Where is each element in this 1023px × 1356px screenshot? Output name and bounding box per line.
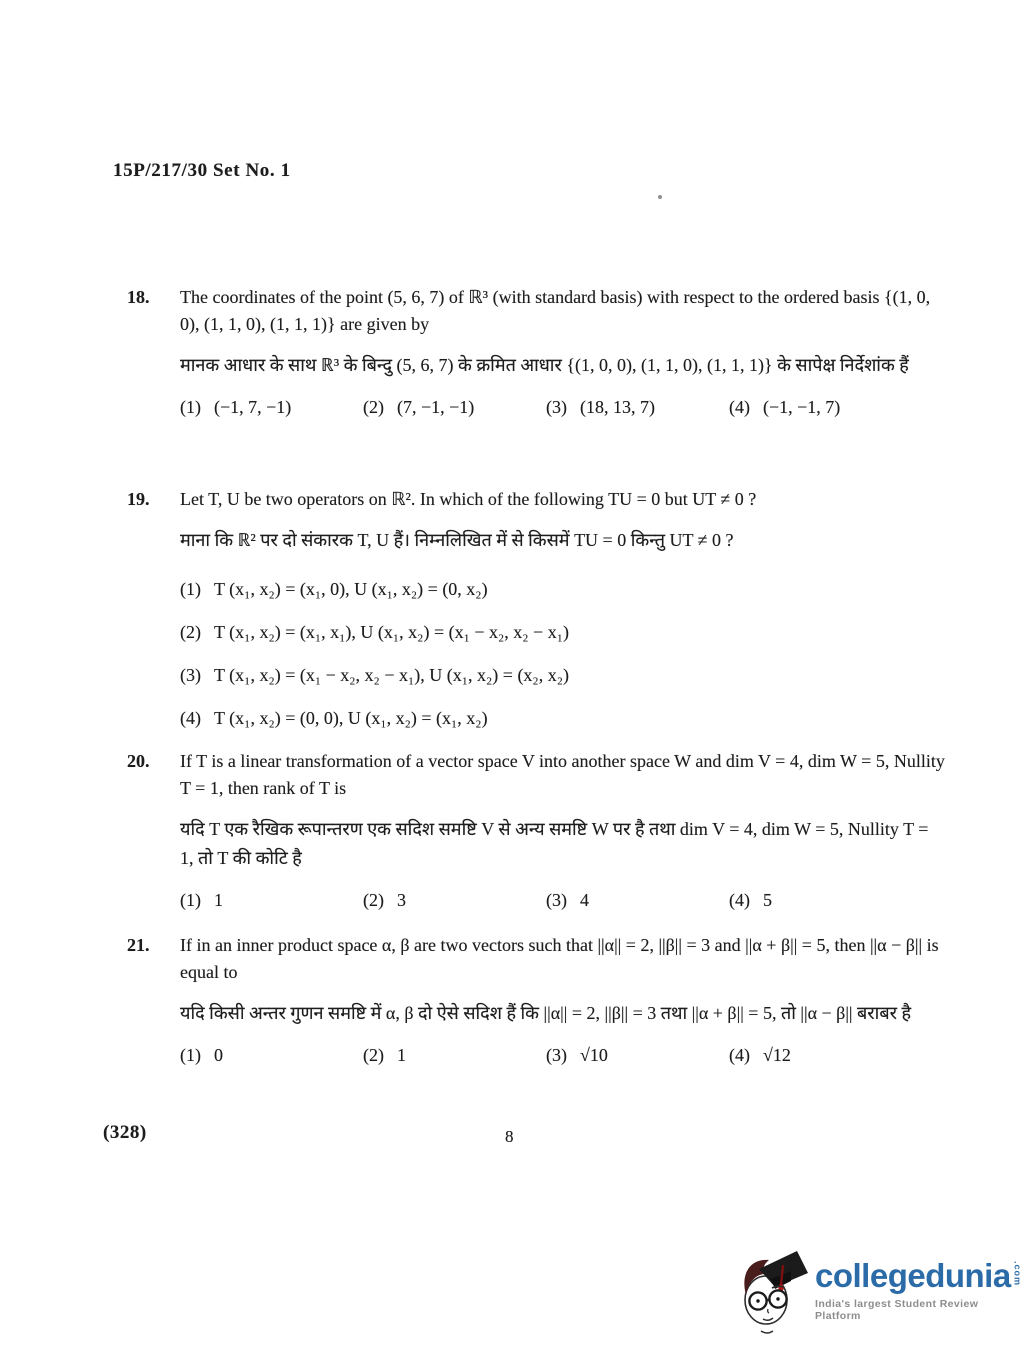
option-label: (3) bbox=[546, 1045, 567, 1065]
option-4 bbox=[729, 890, 772, 911]
option-text: (18, 13, 7) bbox=[580, 397, 655, 417]
option-label: (4) bbox=[729, 890, 750, 910]
option-text: T (x₁, x₂) = (x₁, x₁), U (x₁, x₂) = (x₁ − x₂, x₂ − x₁) bbox=[214, 622, 569, 642]
option-3 bbox=[180, 662, 945, 689]
option-1 bbox=[180, 1045, 363, 1066]
scan-speck bbox=[658, 195, 662, 199]
option-label: (4) bbox=[180, 708, 201, 728]
option-text: (7, −1, −1) bbox=[397, 397, 475, 417]
option-4 bbox=[180, 705, 945, 732]
option-text: √10 bbox=[580, 1045, 608, 1065]
option-label: (1) bbox=[180, 1045, 201, 1065]
option-2 bbox=[363, 890, 546, 911]
brand-name: collegedunia bbox=[815, 1257, 1011, 1294]
question-text-hindi: यदि किसी अन्तर गुणन समष्टि में α, β दो ऐसे सदिश हैं कि ||α|| = 2, ||β|| = 3 तथा ||α + β|| = 5, तो ||α − β|| बराबर है bbox=[180, 1003, 912, 1023]
question-number: 19. bbox=[127, 489, 150, 509]
options-row bbox=[180, 1045, 945, 1066]
option-label: (1) bbox=[180, 397, 201, 417]
option-text: (−1, 7, −1) bbox=[214, 397, 292, 417]
brand-tld: .com bbox=[1012, 1261, 1023, 1287]
option-1 bbox=[180, 890, 363, 911]
question-number: 20. bbox=[127, 751, 150, 771]
option-label: (2) bbox=[363, 890, 384, 910]
question-18 bbox=[127, 284, 945, 418]
option-label: (2) bbox=[363, 1045, 384, 1065]
option-4 bbox=[729, 397, 840, 418]
option-1 bbox=[180, 576, 945, 603]
question-text-english: If T is a linear transformation of a vector space V into another space W and dim V = 4, dim W = 5, Nullity T = 1, then rank of T is bbox=[180, 751, 945, 798]
options-row bbox=[180, 397, 945, 418]
exam-code: 15P/217/30 Set No. 1 bbox=[113, 160, 291, 181]
option-text: (−1, −1, 7) bbox=[763, 397, 841, 417]
option-2 bbox=[180, 619, 945, 646]
option-label: (3) bbox=[180, 665, 201, 685]
option-text: 0 bbox=[214, 1045, 223, 1065]
mascot-graduate-icon bbox=[733, 1243, 809, 1337]
option-text: 1 bbox=[397, 1045, 406, 1065]
option-label: (3) bbox=[546, 890, 567, 910]
option-text: 3 bbox=[397, 890, 406, 910]
option-label: (2) bbox=[363, 397, 384, 417]
option-text: T (x₁, x₂) = (0, 0), U (x₁, x₂) = (x₁, x₂) bbox=[214, 708, 488, 728]
question-text-english: If in an inner product space α, β are two vectors such that ||α|| = 2, ||β|| = 3 and ||α + β|| = 5, then ||α − β|| is equal to bbox=[180, 935, 939, 982]
question-20 bbox=[127, 748, 945, 911]
options-list bbox=[180, 576, 945, 732]
question-19 bbox=[127, 486, 945, 748]
brand-tagline: India's largest Student Review Platform bbox=[815, 1298, 979, 1322]
option-text: 1 bbox=[214, 890, 223, 910]
options-row bbox=[180, 890, 945, 911]
booklet-code: (328) bbox=[103, 1122, 147, 1143]
option-text: T (x₁, x₂) = (x₁, 0), U (x₁, x₂) = (0, x₂) bbox=[214, 579, 488, 599]
option-label: (1) bbox=[180, 890, 201, 910]
question-text-english: The coordinates of the point (5, 6, 7) of ℝ³ (with standard basis) with respect to the ordered basis {(1, 0, 0), (1, 1, 0), (1, 1, 1)} are given by bbox=[180, 287, 931, 334]
option-label: (4) bbox=[729, 397, 750, 417]
page-number: 8 bbox=[505, 1127, 514, 1146]
option-text: √12 bbox=[763, 1045, 791, 1065]
option-text: T (x₁, x₂) = (x₁ − x₂, x₂ − x₁), U (x₁, x₂) = (x₂, x₂) bbox=[214, 665, 569, 685]
question-text-english: Let T, U be two operators on ℝ². In which of the following TU = 0 but UT ≠ 0 ? bbox=[180, 489, 757, 509]
option-text: 5 bbox=[763, 890, 772, 910]
option-2 bbox=[363, 1045, 546, 1066]
question-number: 18. bbox=[127, 287, 150, 307]
option-3 bbox=[546, 1045, 729, 1066]
option-3 bbox=[546, 890, 729, 911]
option-label: (3) bbox=[546, 397, 567, 417]
option-2 bbox=[363, 397, 546, 418]
question-text-hindi: माना कि ℝ² पर दो संकारक T, U हैं। निम्नलिखित में से किसमें TU = 0 किन्तु UT ≠ 0 ? bbox=[180, 530, 734, 550]
question-text-hindi: यदि T एक रैखिक रूपान्तरण एक सदिश समष्टि V से अन्य समष्टि W पर है तथा dim V = 4, dim W = 5, Nullity T = 1, तो T की कोटि है bbox=[180, 819, 929, 868]
option-1 bbox=[180, 397, 363, 418]
option-3 bbox=[546, 397, 729, 418]
option-label: (2) bbox=[180, 622, 201, 642]
question-21 bbox=[127, 932, 945, 1066]
option-4 bbox=[729, 1045, 791, 1066]
collegedunia-logo bbox=[733, 1243, 1023, 1337]
option-text: 4 bbox=[580, 890, 589, 910]
option-label: (1) bbox=[180, 579, 201, 599]
question-number: 21. bbox=[127, 935, 150, 955]
question-text-hindi: मानक आधार के साथ ℝ³ के बिन्दु (5, 6, 7) के क्रमित आधार {(1, 0, 0), (1, 1, 0), (1, 1, 1)} के सापेक्ष निर्देशांक हैं bbox=[180, 355, 909, 375]
option-label: (4) bbox=[729, 1045, 750, 1065]
